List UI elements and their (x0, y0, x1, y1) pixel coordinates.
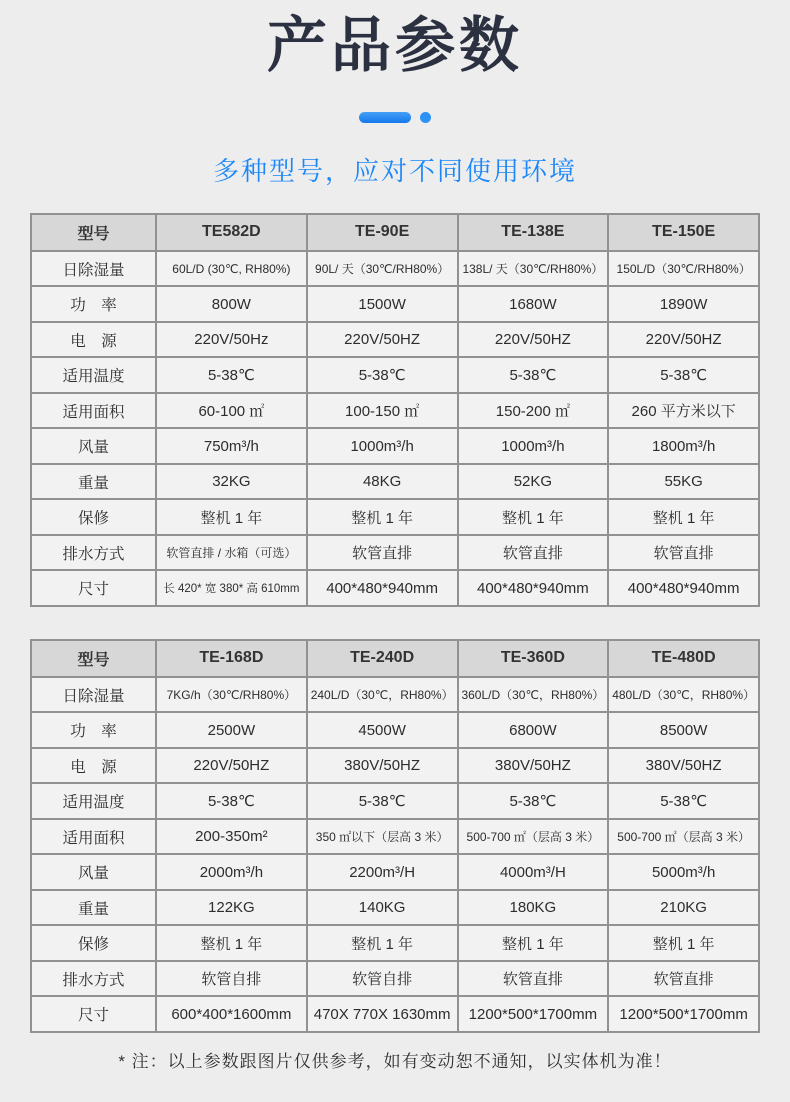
spec-value-cell: 60L/D (30℃, RH80%) (156, 251, 307, 287)
table-row (31, 996, 759, 1032)
spec-label-cell: 尺寸 (31, 570, 156, 606)
table-row (31, 925, 759, 961)
spec-header-label: 型号 (31, 640, 156, 677)
spec-value-cell: 48KG (307, 464, 458, 500)
spec-label-cell: 重量 (31, 464, 156, 500)
spec-value-cell: 软管直排 (608, 961, 759, 997)
spec-label-cell: 排水方式 (31, 535, 156, 571)
spec-value-cell: 软管自排 (307, 961, 458, 997)
spec-value-cell: 100-150 ㎡ (307, 393, 458, 429)
spec-value-cell: 380V/50HZ (458, 748, 609, 784)
spec-value-cell: 150L/D（30℃/RH80%） (608, 251, 759, 287)
spec-value-cell: 整机 1 年 (156, 925, 307, 961)
spec-value-cell: 1000m³/h (307, 428, 458, 464)
spec-value-cell: 软管直排 (307, 535, 458, 571)
spec-value-cell: 软管直排 / 水箱（可选） (156, 535, 307, 571)
spec-value-cell: 220V/50HZ (458, 322, 609, 358)
table-row (31, 464, 759, 500)
spec-value-cell: 5-38℃ (458, 783, 609, 819)
spec-value-cell: 55KG (608, 464, 759, 500)
spec-value-cell: 整机 1 年 (608, 499, 759, 535)
spec-value-cell: 60-100 ㎡ (156, 393, 307, 429)
title-underline (0, 111, 790, 123)
table-row (31, 677, 759, 713)
spec-label-cell: 日除湿量 (31, 251, 156, 287)
footer-note: * 注：以上参数跟图片仅供参考，如有变动恕不通知，以实体机为准！ (118, 1052, 672, 1071)
spec-value-cell: 1200*500*1700mm (608, 996, 759, 1032)
page-title: 产品参数 (267, 12, 523, 79)
spec-value-cell: 8500W (608, 712, 759, 748)
table-row (31, 712, 759, 748)
spec-value-cell: 750m³/h (156, 428, 307, 464)
spec-value-cell: 350 ㎡以下（层高 3 米） (307, 819, 458, 855)
spec-label-cell: 风量 (31, 854, 156, 890)
spec-value-cell: 400*480*940mm (307, 570, 458, 606)
spec-label-cell: 适用温度 (31, 783, 156, 819)
spec-value-cell: 1890W (608, 286, 759, 322)
spec-value-cell: 140KG (307, 890, 458, 926)
spec-label-cell: 保修 (31, 499, 156, 535)
spec-value-cell: 500-700 ㎡（层高 3 米） (608, 819, 759, 855)
spec-value-cell: 整机 1 年 (458, 499, 609, 535)
spec-label-cell: 保修 (31, 925, 156, 961)
spec-value-cell: 软管自排 (156, 961, 307, 997)
spec-value-cell: 470X 770X 1630mm (307, 996, 458, 1032)
spec-value-cell: 210KG (608, 890, 759, 926)
spec-value-cell: 2000m³/h (156, 854, 307, 890)
spec-value-cell: 260 平方米以下 (608, 393, 759, 429)
table-row (31, 286, 759, 322)
spec-value-cell: 1200*500*1700mm (458, 996, 609, 1032)
spec-label-cell: 功 率 (31, 286, 156, 322)
spec-value-cell: 90L/ 天（30℃/RH80%） (307, 251, 458, 287)
spec-value-cell: 5000m³/h (608, 854, 759, 890)
spec-value-cell: 5-38℃ (608, 357, 759, 393)
table-row (31, 961, 759, 997)
spec-value-cell: 220V/50HZ (307, 322, 458, 358)
spec-value-cell: 5-38℃ (307, 357, 458, 393)
spec-value-cell: 1000m³/h (458, 428, 609, 464)
spec-value-cell: 122KG (156, 890, 307, 926)
spec-value-cell: 5-38℃ (307, 783, 458, 819)
spec-value-cell: 7KG/h（30℃/RH80%） (156, 677, 307, 713)
spec-value-cell: 220V/50HZ (156, 748, 307, 784)
spec-value-cell: 整机 1 年 (307, 925, 458, 961)
table-row (31, 499, 759, 535)
spec-table-1 (30, 213, 760, 607)
spec-value-cell: 220V/50HZ (608, 322, 759, 358)
title-underline-bar-icon (359, 112, 411, 123)
table-row (31, 748, 759, 784)
model-name-header: TE-150E (608, 214, 759, 251)
spec-value-cell: 整机 1 年 (156, 499, 307, 535)
spec-value-cell: 150-200 ㎡ (458, 393, 609, 429)
table-row (31, 251, 759, 287)
spec-label-cell: 日除湿量 (31, 677, 156, 713)
page-subtitle: 多种型号，应对不同使用环境 (212, 156, 577, 186)
spec-value-cell: 380V/50HZ (307, 748, 458, 784)
spec-value-cell: 138L/ 天（30℃/RH80%） (458, 251, 609, 287)
spec-label-cell: 尺寸 (31, 996, 156, 1032)
spec-value-cell: 500-700 ㎡（层高 3 米） (458, 819, 609, 855)
table-row (31, 854, 759, 890)
spec-value-cell: 480L/D（30℃，RH80%） (608, 677, 759, 713)
model-name-header: TE-480D (608, 640, 759, 677)
table-row (31, 393, 759, 429)
spec-label-cell: 风量 (31, 428, 156, 464)
table-row (31, 570, 759, 606)
spec-value-cell: 5-38℃ (156, 783, 307, 819)
spec-value-cell: 360L/D（30℃，RH80%） (458, 677, 609, 713)
spec-value-cell: 2500W (156, 712, 307, 748)
spec-value-cell: 5-38℃ (608, 783, 759, 819)
spec-value-cell: 长 420* 宽 380* 高 610mm (156, 570, 307, 606)
spec-label-cell: 电 源 (31, 748, 156, 784)
table-row (31, 322, 759, 358)
spec-label-cell: 排水方式 (31, 961, 156, 997)
spec-value-cell: 380V/50HZ (608, 748, 759, 784)
spec-value-cell: 整机 1 年 (458, 925, 609, 961)
model-name-header: TE-168D (156, 640, 307, 677)
spec-value-cell: 600*400*1600mm (156, 996, 307, 1032)
spec-value-cell: 4000m³/H (458, 854, 609, 890)
spec-value-cell: 220V/50Hz (156, 322, 307, 358)
spec-table-2 (30, 639, 760, 1033)
spec-value-cell: 240L/D（30℃，RH80%） (307, 677, 458, 713)
spec-value-cell: 整机 1 年 (307, 499, 458, 535)
spec-value-cell: 6800W (458, 712, 609, 748)
spec-value-cell: 软管直排 (608, 535, 759, 571)
table-header-row (31, 640, 759, 677)
spec-label-cell: 电 源 (31, 322, 156, 358)
model-name-header: TE-360D (458, 640, 609, 677)
spec-value-cell: 1800m³/h (608, 428, 759, 464)
title-underline-dot-icon (420, 112, 431, 123)
spec-label-cell: 功 率 (31, 712, 156, 748)
spec-value-cell: 200-350m² (156, 819, 307, 855)
model-name-header: TE-90E (307, 214, 458, 251)
spec-value-cell: 32KG (156, 464, 307, 500)
spec-label-cell: 适用温度 (31, 357, 156, 393)
table-row (31, 357, 759, 393)
table-row (31, 819, 759, 855)
spec-value-cell: 400*480*940mm (608, 570, 759, 606)
spec-value-cell: 4500W (307, 712, 458, 748)
spec-value-cell: 52KG (458, 464, 609, 500)
table-row (31, 783, 759, 819)
spec-label-cell: 重量 (31, 890, 156, 926)
spec-value-cell: 1500W (307, 286, 458, 322)
spec-value-cell: 软管直排 (458, 961, 609, 997)
spec-value-cell: 800W (156, 286, 307, 322)
table-header-row (31, 214, 759, 251)
spec-label-cell: 适用面积 (31, 393, 156, 429)
model-name-header: TE-240D (307, 640, 458, 677)
table-row (31, 535, 759, 571)
spec-value-cell: 1680W (458, 286, 609, 322)
spec-value-cell: 2200m³/H (307, 854, 458, 890)
spec-value-cell: 180KG (458, 890, 609, 926)
spec-value-cell: 软管直排 (458, 535, 609, 571)
spec-value-cell: 5-38℃ (458, 357, 609, 393)
spec-label-cell: 适用面积 (31, 819, 156, 855)
table-row (31, 428, 759, 464)
model-name-header: TE582D (156, 214, 307, 251)
spec-value-cell: 5-38℃ (156, 357, 307, 393)
model-name-header: TE-138E (458, 214, 609, 251)
spec-value-cell: 400*480*940mm (458, 570, 609, 606)
spec-header-label: 型号 (31, 214, 156, 251)
table-row (31, 890, 759, 926)
spec-value-cell: 整机 1 年 (608, 925, 759, 961)
